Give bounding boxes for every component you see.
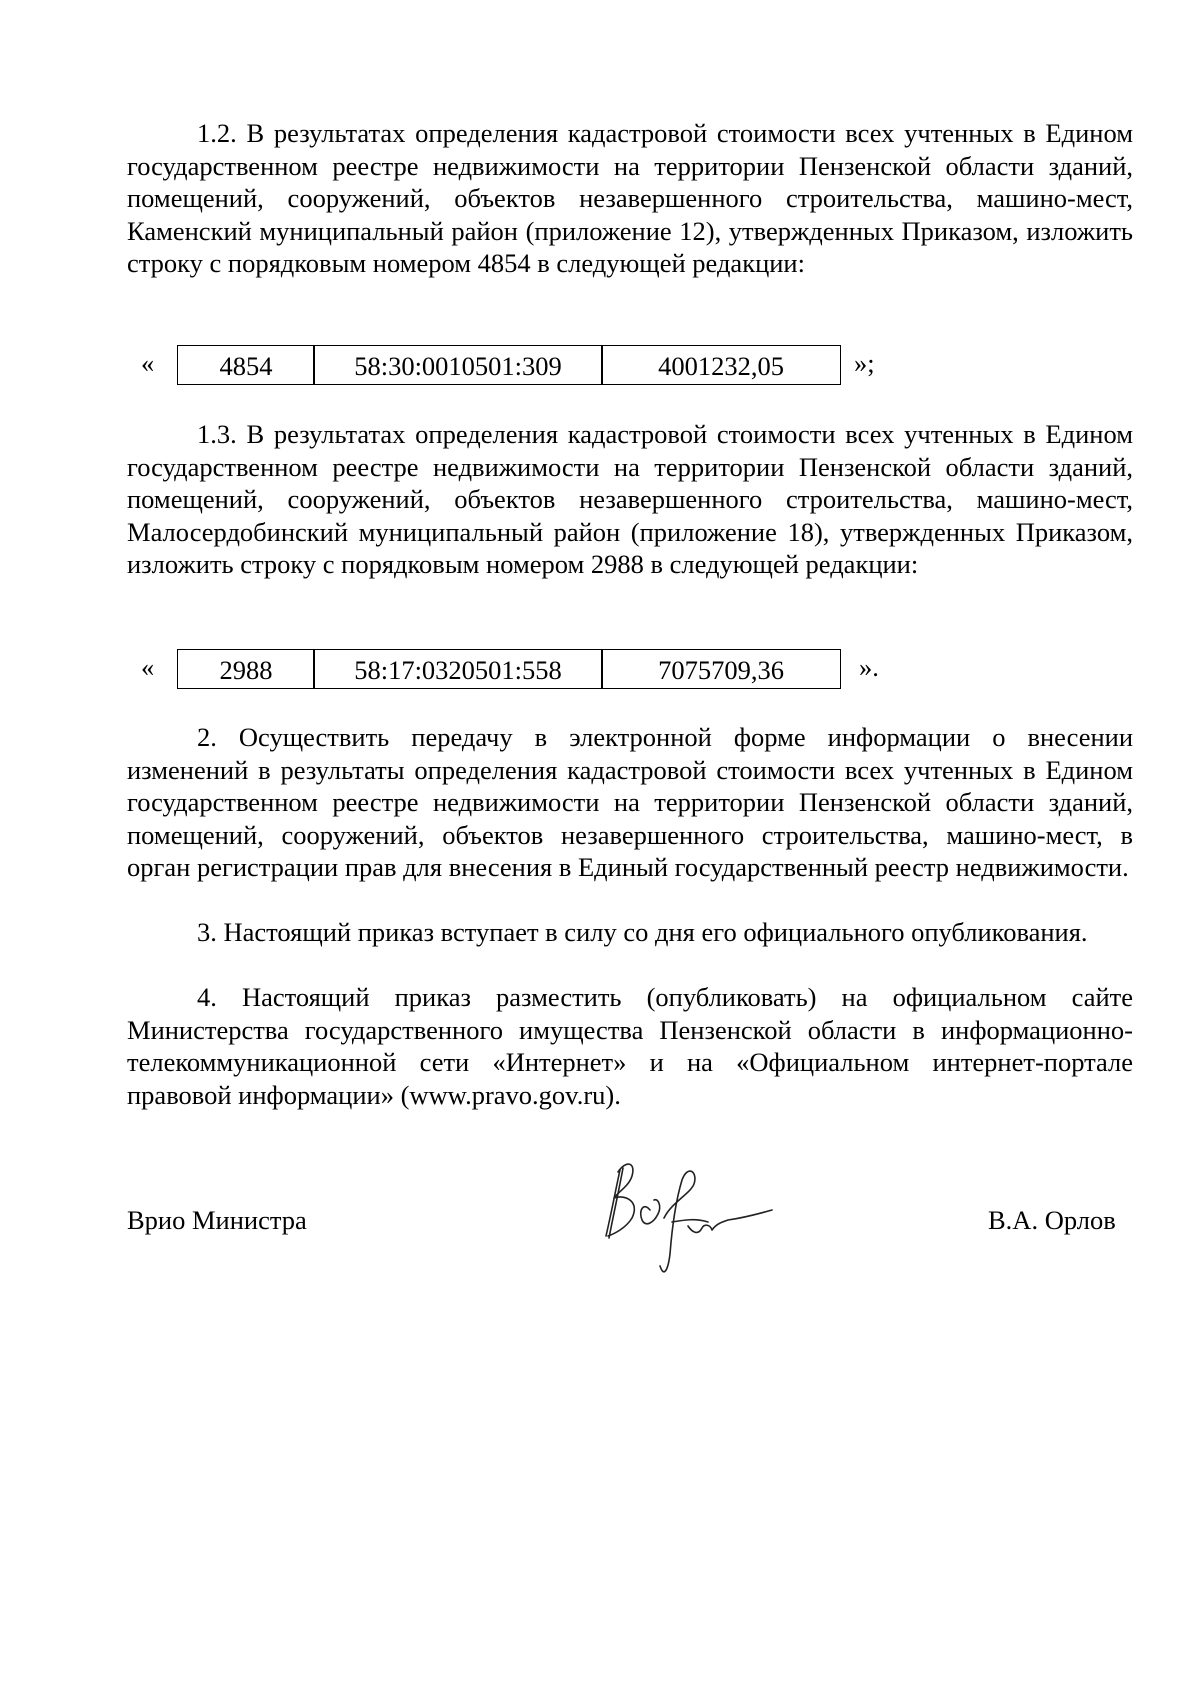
paragraph-2: 2. Осуществить передачу в электронной форме информации о внесении изменений в результаты определения кадастровой стоимости всех учтенных в Едином государственном реестре недвижимости на территории Пензенской области зданий, помещений, сооружений, объектов незавершенного строительства, машино-мест, в орган регистрации прав для внесения в Единый государственный реестр недвижимости. xyxy=(127,722,1133,882)
paragraph-3: 3. Настоящий приказ вступает в силу со дня его официального опубликования. xyxy=(197,917,1088,947)
close-quote: ». xyxy=(859,652,879,682)
cadastral-number-cell: 58:17:0320501:558 xyxy=(313,649,603,689)
cadastral-value-cell: 4001232,05 xyxy=(601,345,841,385)
row-number-cell: 4854 xyxy=(177,345,315,385)
row-number-cell: 2988 xyxy=(177,649,315,689)
open-quote: « xyxy=(141,652,155,682)
table-row-2988 xyxy=(127,649,1133,689)
paragraph-1-3: 1.3. В результатах определения кадастровой стоимости всех учтенных в Едином государственном реестре недвижимости на территории Пензенской области зданий, помещений, сооружений, объектов незавершенного строительства, машино-мест, Малосердобинский муниципальный район (приложение 18), утвержденных Приказом, изложить строку с порядковым номером 2988 в следующей редакции: xyxy=(127,419,1133,579)
handwritten-signature xyxy=(592,1148,782,1288)
cadastral-number-cell: 58:30:0010501:309 xyxy=(313,345,603,385)
paragraph-4: 4. Настоящий приказ разместить (опубликовать) на официальном сайте Министерства государственного имущества Пензенской области в информационно-телекоммуникационной сети «Интернет» и на «Официальном интернет-портале правовой информации» (www.pravo.gov.ru). xyxy=(127,982,1133,1110)
table-row-4854 xyxy=(127,345,1133,385)
open-quote: « xyxy=(141,348,155,378)
close-quote: »; xyxy=(854,348,875,378)
cadastral-value-cell: 7075709,36 xyxy=(601,649,841,689)
signatory-name: В.А. Орлов xyxy=(988,1205,1116,1235)
paragraph-1-2: 1.2. В результатах определения кадастровой стоимости всех учтенных в Едином государственном реестре недвижимости на территории Пензенской области зданий, помещений, сооружений, объектов незавершенного строительства, машино-мест, Каменский муниципальный район (приложение 12), утвержденных Приказом, изложить строку с порядковым номером 4854 в следующей редакции: xyxy=(127,118,1133,278)
signatory-position: Врио Министра xyxy=(127,1205,307,1235)
